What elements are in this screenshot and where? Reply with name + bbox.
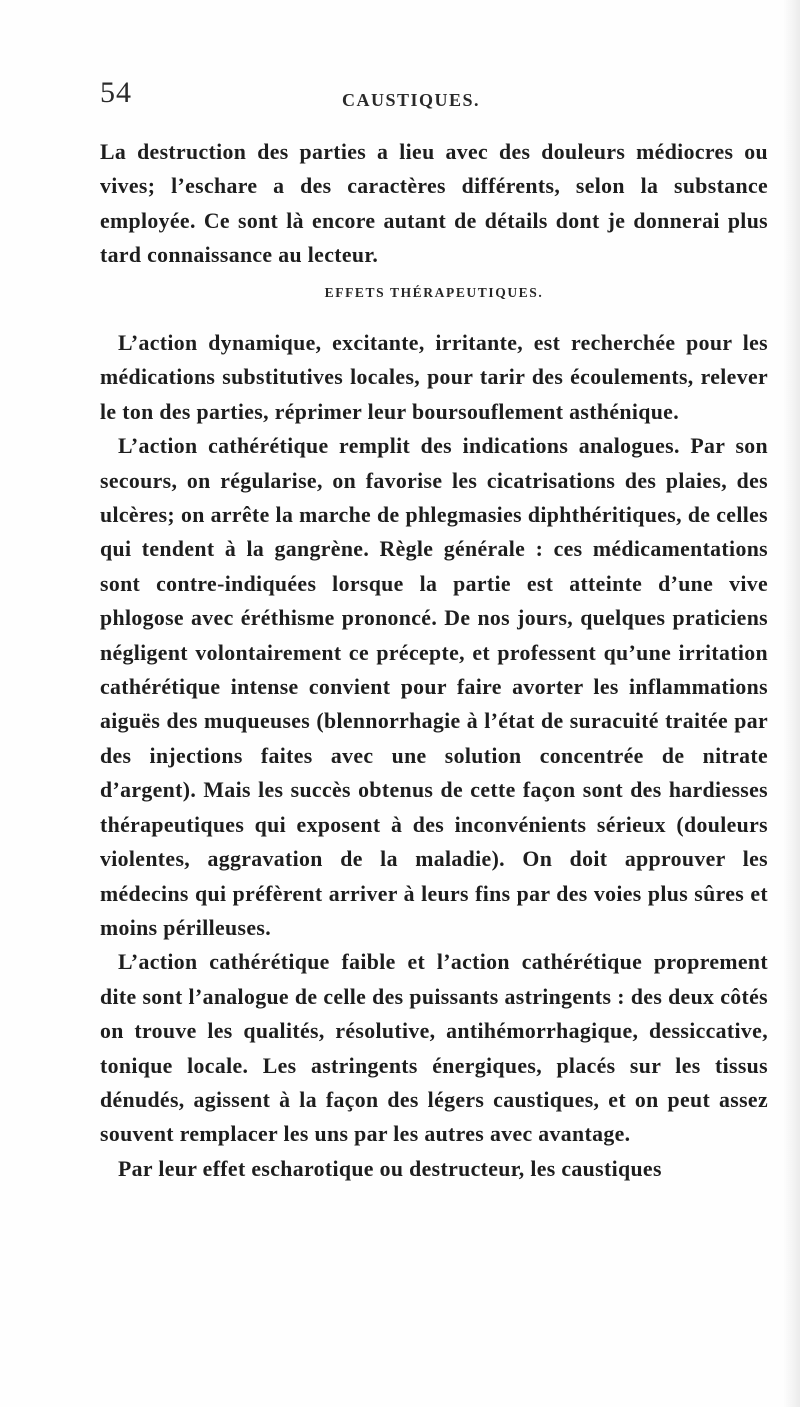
paragraph-action-catheretique: L’action cathérétique remplit des indications analogues. Par son secours, on régularise, on favorise les cicatrisations des plaies, des ulcères; on arrête la marche de phlegmasies diphthéritiques, de celles qui tendent à la gangrène. Règle générale : ces médicamentations sont contre-indiquées lorsque la partie est atteinte d’une vive phlogose avec éréthisme prononcé. De nos jours, quelques praticiens négligent volontairement ce précepte, et professent qu’une irritation cathérétique intense convient pour faire avorter les inflammations aiguës des muqueuses (blennorrhagie à l’état de suracuité traitée par des injections faites avec une solution concentrée de nitrate d’argent). Mais les succès obtenus de cette façon sont des hardiesses thérapeutiques qui exposent à des inconvénients sérieux (douleurs violentes, aggravation de la maladie). On doit approuver les médecins qui préfèrent arriver à leurs fins par des voies plus sûres et moins périlleuses. — [100, 434, 768, 940]
paragraph-action-faible: L’action cathérétique faible et l’action cathérétique proprement dite sont l’analogue de celle des puissants astringents : des deux côtés on trouve les qualités, résolutive, antihémorrhagique, dessiccative, tonique locale. Les astringents énergiques, placés sur les tissus dénudés, agissent à la façon des légers caustiques, et on peut assez souvent remplacer les uns par les autres avec avantage. — [100, 950, 768, 1147]
paragraph-action-dynamique: L’action dynamique, excitante, irritante, est recherchée pour les médications substitutives locales, pour tarir des écoulements, relever le ton des parties, réprimer leur boursouflement asthénique. — [100, 331, 768, 424]
paragraph-effet-escharotique: Par leur effet escharotique ou destructeur, les caustiques — [118, 1156, 662, 1181]
intro-paragraph: La destruction des parties a lieu avec des douleurs médiocres ou vives; l’eschare a des caractères différents, selon la substance employée. Ce sont là encore autant de détails dont je donnerai plus tard connaissance au lecteur. — [100, 140, 768, 268]
page-number: 54 — [100, 76, 132, 109]
running-title: CAUSTIQUES. — [342, 90, 481, 110]
body-text — [100, 326, 768, 1186]
section-heading: EFFETS THÉRAPEUTIQUES. — [324, 285, 544, 300]
intro-text — [100, 135, 768, 273]
page-header — [100, 76, 740, 112]
page-edge-shadow — [782, 0, 800, 1407]
